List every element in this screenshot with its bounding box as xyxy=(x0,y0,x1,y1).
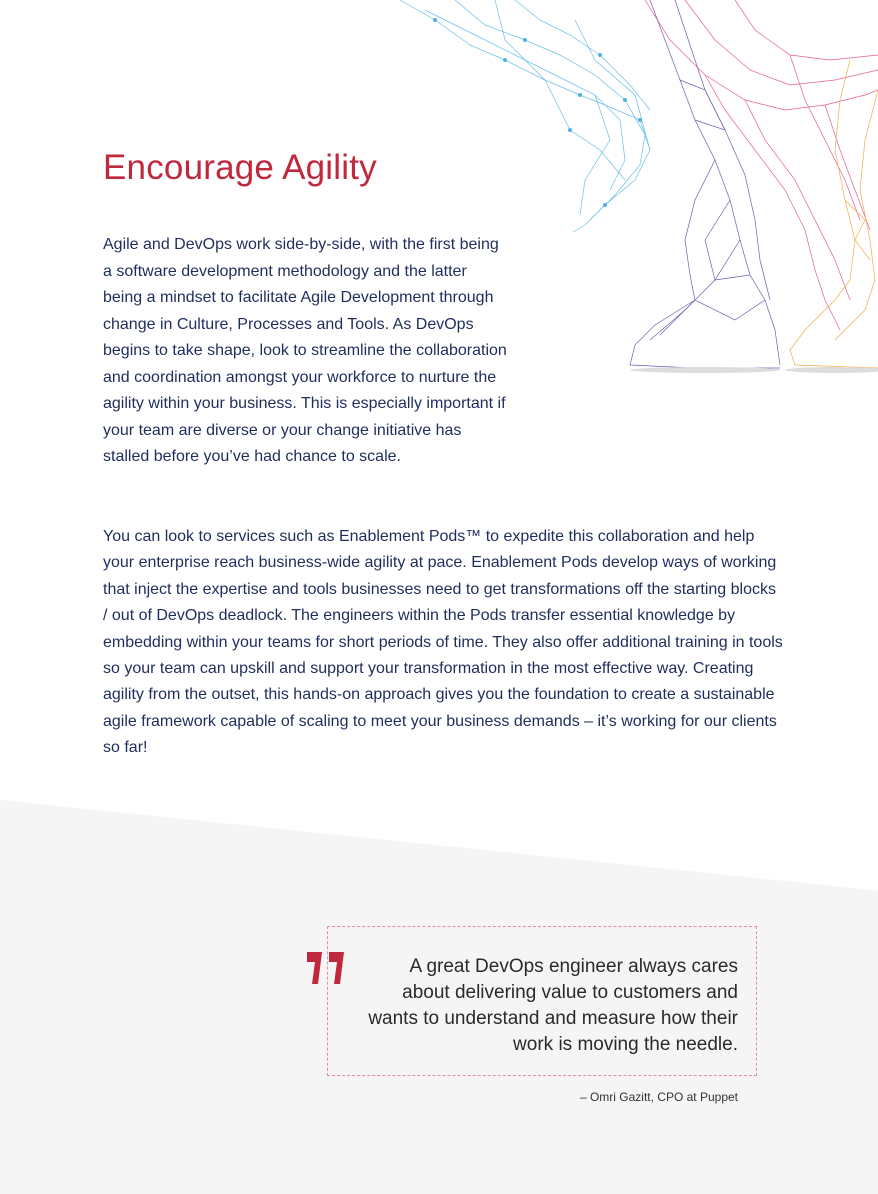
quote-mark-icon xyxy=(305,950,347,986)
quote-text: A great DevOps engineer always cares about delivering value to customers and wants to understand and measure how their work is moving the needle. xyxy=(368,956,738,1055)
page-title: Encourage Agility xyxy=(103,148,377,187)
quote-attribution: – Omri Gazitt, CPO at Puppet xyxy=(579,1090,738,1104)
intro-paragraph: Agile and DevOps work side-by-side, with the first being a software development methodology and the latter being a mindset to facilitate Agile Development through change in Culture, Processes and Tools. As DevOps begins to take shape, look to streamline the collaboration and coordination amongst your workforce to nurture the agility within your business. This is especially important if your team are diverse or your change initiative has stalled before you’ve had chance to scale. xyxy=(103,236,507,465)
body-paragraph: You can look to services such as Enablement Pods™ to expedite this collaboration and help your enterprise reach business-wide agility at pace. Enablement Pods develop ways of working that inject the expertise and tools businesses need to get transformations off the starting blocks / out of DevOps deadlock. The engineers within the Pods transfer essential knowledge by embedding within your teams for short periods of time. They also offer additional training in tools so your team can upskill and support your transformation in the most effective way. Creating agility from the outset, this hands-on approach gives you the foundation to create a sustainable agile framework capable of scaling to meet your business demands – it’s working for our clients so far! xyxy=(103,528,783,757)
